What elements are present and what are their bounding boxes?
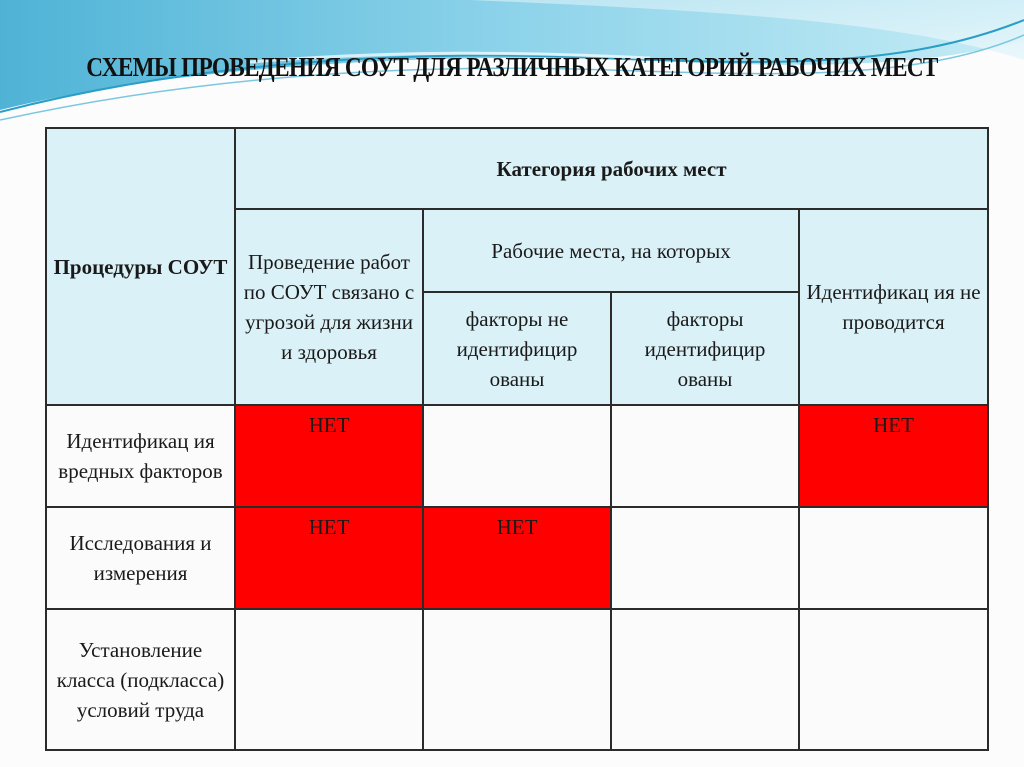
cell-no: НЕТ [235,405,423,507]
row-label-hazard-identification: Идентификац ия вредных факторов [46,405,235,507]
column-group-workplaces: Рабочие места, на которых [423,209,799,292]
table-row [46,609,988,750]
column-header-factors-identified: факторы идентифицир ованы [611,292,799,405]
cell-empty [611,609,799,750]
cell-empty [611,507,799,609]
cell-no: НЕТ [799,405,988,507]
cell-empty [799,609,988,750]
column-header-factors-not-identified: факторы не идентифицир ованы [423,292,611,405]
sout-schemes-table [45,127,989,751]
group-header-workplace-category: Категория рабочих мест [235,128,988,209]
table-row [46,507,988,609]
cell-empty [423,405,611,507]
cell-empty [235,609,423,750]
cell-no: НЕТ [235,507,423,609]
column-header-no-identification: Идентификац ия не проводится [799,209,988,405]
cell-empty [423,609,611,750]
row-label-research-measurement: Исследования и измерения [46,507,235,609]
table-row [46,405,988,507]
column-header-threat: Проведение работ по СОУТ связано с угрозой для жизни и здоровья [235,209,423,405]
cell-empty [799,507,988,609]
cell-no: НЕТ [423,507,611,609]
row-label-class-establishment: Установление класса (подкласса) условий труда [46,609,235,750]
cell-empty [611,405,799,507]
corner-header-procedures: Процедуры СОУТ [46,128,235,405]
slide-title: СХЕМЫ ПРОВЕДЕНИЯ СОУТ ДЛЯ РАЗЛИЧНЫХ КАТЕГОРИЙ РАБОЧИХ МЕСТ [86,52,938,82]
